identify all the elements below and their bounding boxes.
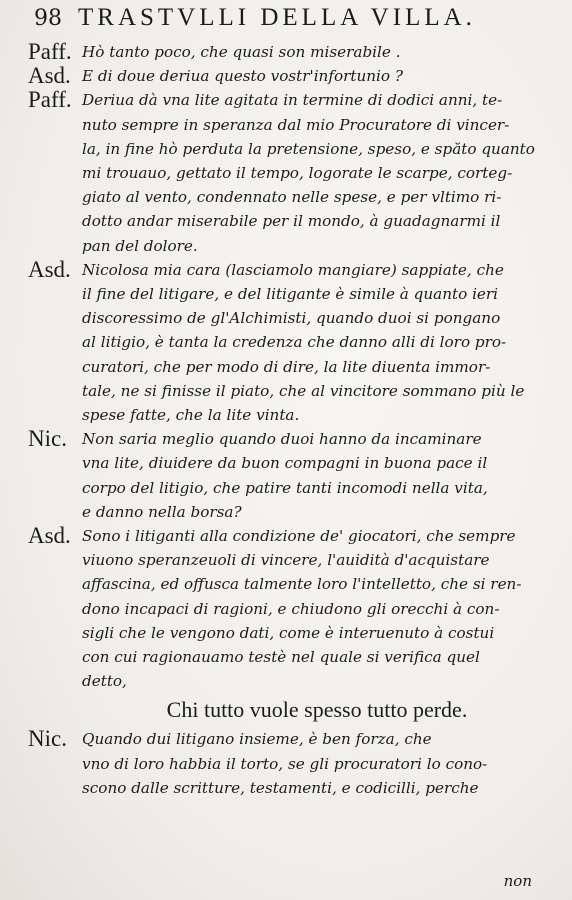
speech-text (82, 258, 546, 427)
text-line: e danno nella borsa? (82, 502, 242, 521)
speaker-label: Asd. (28, 256, 71, 282)
speech (28, 40, 546, 64)
page-header (34, 4, 542, 40)
text-line: mi trouauo, gettato il tempo, logorate le scarpe, corteg- (82, 164, 513, 183)
text-line: Sono i litiganti alla condizione de' giocatori, che sempre (82, 527, 516, 546)
text-line: curatori, che per modo di dire, la lite diuenta immor- (82, 357, 491, 376)
text-line: corpo del litigio, che patire tanti incomodi nella vita, (82, 478, 488, 497)
speaker-label: Asd. (28, 63, 71, 89)
text-line: Hò tanto poco, che quasi son miserabile . (82, 43, 401, 61)
speaker-label: Nic. (28, 426, 67, 452)
speech (28, 258, 546, 427)
text-line: affascina, ed offusca talmente loro l'intelletto, che si ren- (82, 575, 522, 594)
speaker-label: Paff. (28, 87, 72, 113)
text-line: spese fatte, che la lite vinta. (82, 406, 300, 425)
text-line: tale, ne si finisse il piato, che al vincitore sommano più le (82, 381, 525, 400)
text-line: Quando dui litigano insieme, è ben forza, che (82, 730, 432, 749)
text-line: scono dalle scritture, testamenti, e codicilli, perche (82, 778, 479, 797)
text-line: discoressimo de gl'Alchimisti, quando duoi si pongano (82, 309, 501, 328)
speaker-label: Paff. (28, 39, 72, 64)
running-title: TRASTVLLI DELLA VILLA. (78, 4, 476, 31)
dialogue (28, 40, 546, 800)
text-line: pan del dolore. (82, 236, 198, 255)
text-line: dotto andar miserabile per il mondo, à guadagnarmi il (82, 212, 501, 231)
text-line: vno di loro habbia il torto, se gli procuratori lo cono- (82, 754, 488, 773)
speech-text (82, 88, 546, 257)
text-line: Deriua dà vna lite agitata in termine di dodici anni, te- (82, 91, 503, 110)
text-line: Nicolosa mia cara (lasciamolo mangiare) sappiate, che (82, 260, 504, 279)
text-line: il fine del litigare, e del litigante è simile à quanto ieri (82, 285, 499, 304)
motto-heading: Chi tutto vuole spesso tutto perde. (166, 697, 468, 723)
text-line: dono incapaci di ragioni, e chiudono gli orecchi à con- (82, 599, 500, 618)
speech (28, 524, 546, 693)
speech (28, 427, 546, 524)
catchword: non (503, 872, 532, 890)
text-line: viuono speranzeuoli di vincere, l'auidità d'acquistare (82, 551, 490, 570)
text-line: Non saria meglio quando duoi hanno da incaminare (82, 430, 482, 449)
text-line: la, in fine hò perduta la pretensione, speso, e spăto quanto (82, 139, 535, 158)
text-line: nuto sempre in speranza dal mio Procuratore di vincer- (82, 115, 510, 134)
text-line: al litigio, è tanta la credenza che danno alli di loro pro- (82, 333, 507, 352)
page-number: 98 (34, 6, 62, 31)
speech-text (82, 40, 546, 64)
speech-text (82, 524, 546, 693)
speech (28, 88, 546, 257)
text-line: vna lite, diuidere da buon compagni in buona pace il (82, 454, 488, 473)
text-line: giato al vento, condennato nelle spese, e per vltimo ri- (82, 188, 502, 207)
text-line: con cui ragionauamo testè nel quale si verifica quel (82, 648, 480, 667)
speaker-label: Nic. (28, 726, 67, 752)
speech (28, 727, 546, 800)
speech-text (82, 727, 546, 800)
speech (28, 64, 546, 88)
text-line: detto, (82, 672, 127, 691)
speech-text (82, 427, 546, 524)
speech-text (82, 64, 546, 88)
speaker-label: Asd. (28, 523, 71, 549)
text-line: sigli che le vengono dati, come è interuenuto à costui (82, 623, 495, 642)
text-line: E di doue deriua questo vostr'infortunio ? (82, 67, 403, 86)
